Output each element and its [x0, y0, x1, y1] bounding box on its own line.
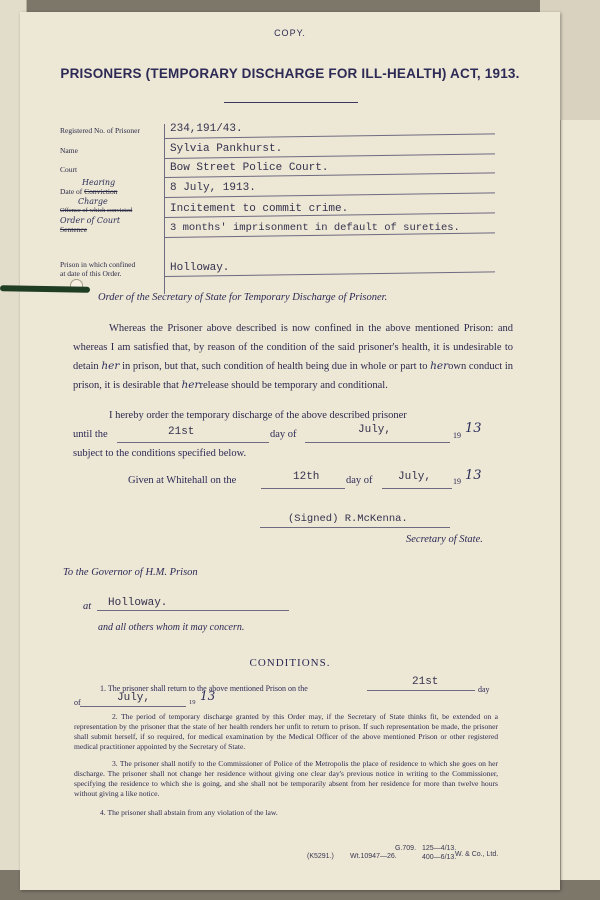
given-day-of: day of — [346, 475, 373, 486]
date-label-hand-wrap — [60, 178, 115, 187]
until-day-of: day of — [270, 429, 297, 440]
copy-label: COPY. — [274, 28, 306, 38]
imprint-code: G.709. — [395, 845, 417, 852]
prison-label-2: at date of this Order. — [60, 269, 122, 278]
date-label-hand: Hearing — [82, 178, 116, 187]
governor-line: To the Governor of H.M. Prison — [63, 567, 198, 578]
condition-1-month-rule — [80, 706, 186, 707]
underlying-sheet-right-top — [560, 120, 600, 880]
offence-label-wrap — [60, 206, 132, 215]
secretary-of-state: Secretary of State. — [406, 534, 483, 545]
all-others-line: and all others whom it may concern. — [98, 622, 245, 633]
order-heading: Order of the Secretary of State for Temporary Discharge of Prisoner. — [98, 292, 388, 303]
p1-her-2: her — [430, 360, 449, 372]
field-divider — [164, 124, 165, 294]
imprint-wt: Wt.10947—26. — [350, 853, 397, 860]
order-subject-line: subject to the conditions specified below. — [73, 448, 247, 459]
sentence-value: 3 months' imprisonment in default of sureties. — [170, 222, 460, 234]
given-year-prefix: 19 — [453, 477, 461, 486]
registered-no-label: Registered No. of Prisoner — [60, 126, 140, 135]
imprint-qty-1: 125—4/13. — [422, 845, 457, 852]
condition-1-year-prefix: 19 — [189, 699, 196, 706]
condition-3: 3. The prisoner shall notify to the Commissioner of Police of the Metropolis the place of residence to which she goes on her discharge. The prisoner shall not change her residence without giving one clear day's previous notice in writing to the Commissioner, specifying the residence to which she is going, and she shall not be temporarily absent from her residence for more than twelve hours without giving a like notice. — [74, 759, 498, 798]
court-label: Court — [60, 165, 78, 174]
p1-her-3: her — [181, 379, 200, 391]
p1-part-b: in prison, but that, such condition of health being due in whole or part to — [122, 361, 428, 372]
p1-part-d: release should be temporary and conditional. — [199, 380, 388, 391]
given-day: 12th — [293, 471, 320, 483]
sentence-label-wrap — [60, 225, 87, 234]
discharge-order-form — [20, 12, 560, 890]
condition-4: 4. The prisoner shall abstain from any violation of the law. — [100, 808, 278, 817]
given-label: Given at Whitehall on the — [128, 475, 237, 486]
imprint-form-no: (K5291.) — [307, 853, 334, 860]
registered-no-value: 234,191/43. — [170, 123, 243, 135]
until-year-prefix: 19 — [453, 431, 461, 440]
until-day-rule — [117, 442, 269, 443]
condition-1-day-rule — [367, 690, 475, 691]
order-paragraph-1 — [73, 319, 513, 395]
p1-part-a: Whereas the Prisoner above described is now confined in the above mentioned Prison: and whereas I am satisfied that, by reason of the condition of the said prisoner's health, it is undesirable to detain — [73, 323, 513, 372]
condition-1-year: 13 — [200, 689, 216, 703]
charge-label-wrap — [78, 197, 108, 206]
condition-1-of: of — [74, 698, 81, 707]
condition-1-month: July, — [117, 692, 151, 704]
offence-value: Incitement to commit crime. — [170, 203, 349, 215]
form-title: PRISONERS (TEMPORARY DISCHARGE FOR ILL-HEALTH) ACT, 1913. — [60, 66, 520, 81]
at-label: at — [83, 601, 92, 612]
given-month: July, — [398, 471, 432, 483]
order-paragraph-2: I hereby order the temporary discharge of the above described prisoner — [109, 410, 407, 421]
until-day: 21st — [168, 426, 195, 438]
date-label — [60, 187, 118, 196]
at-rule — [97, 610, 289, 611]
condition-1-dayword: day — [478, 685, 490, 694]
court-value: Bow Street Police Court. — [170, 162, 329, 174]
condition-2: 2. The period of temporary discharge granted by this Order may, if the Secretary of State thinks fit, be extended on a representation by the prisoner that the state of her health renders her unfit to return to prison. If such representation be made, the prisoner shall submit herself, if so required, for medical examination by the Medical Officer of the above mentioned Prison or other registered medical practitioner appointed by the Secretary of State. — [74, 712, 498, 751]
conditions-heading: CONDITIONS. — [249, 657, 331, 669]
given-day-rule — [261, 488, 345, 489]
name-value: Sylvia Pankhurst. — [170, 143, 283, 155]
offence-label-struck: Offence of which convicted — [60, 207, 133, 214]
until-year: 13 — [465, 421, 482, 436]
prison-value: Holloway. — [170, 262, 230, 274]
title-underline — [224, 102, 358, 103]
prison-label-1: Prison in which confined — [60, 260, 136, 269]
signature-rule — [260, 527, 450, 528]
date-label-struck: Conviction — [84, 187, 118, 196]
sentence-label-struck: Sentence — [60, 225, 88, 234]
at-prison: Holloway. — [108, 597, 168, 609]
condition-1-day: 21st — [412, 676, 439, 688]
imprint-qty-2: 400—6/13. — [422, 854, 457, 861]
date-label-prefix: Date of — [60, 187, 83, 196]
name-label: Name — [60, 146, 78, 155]
until-month: July, — [358, 424, 392, 436]
imprint-printer: W. & Co., Ltd. — [455, 851, 499, 858]
given-year: 13 — [465, 468, 482, 483]
until-label: until the — [73, 429, 108, 440]
order-court-label-hand: Order of Court — [60, 216, 121, 225]
order-court-label-wrap — [60, 216, 120, 225]
p1-her-1: her — [101, 360, 120, 372]
until-month-rule — [305, 442, 450, 443]
condition-1-text: 1. The prisoner shall return to the above mentioned Prison on the — [100, 684, 308, 693]
date-value: 8 July, 1913. — [170, 182, 256, 194]
p1-part-c: own conduct in prison, it is desirable that — [73, 361, 514, 391]
signed-by: (Signed) R.McKenna. — [288, 513, 408, 525]
given-month-rule — [382, 488, 452, 489]
charge-label-hand: Charge — [78, 197, 108, 206]
